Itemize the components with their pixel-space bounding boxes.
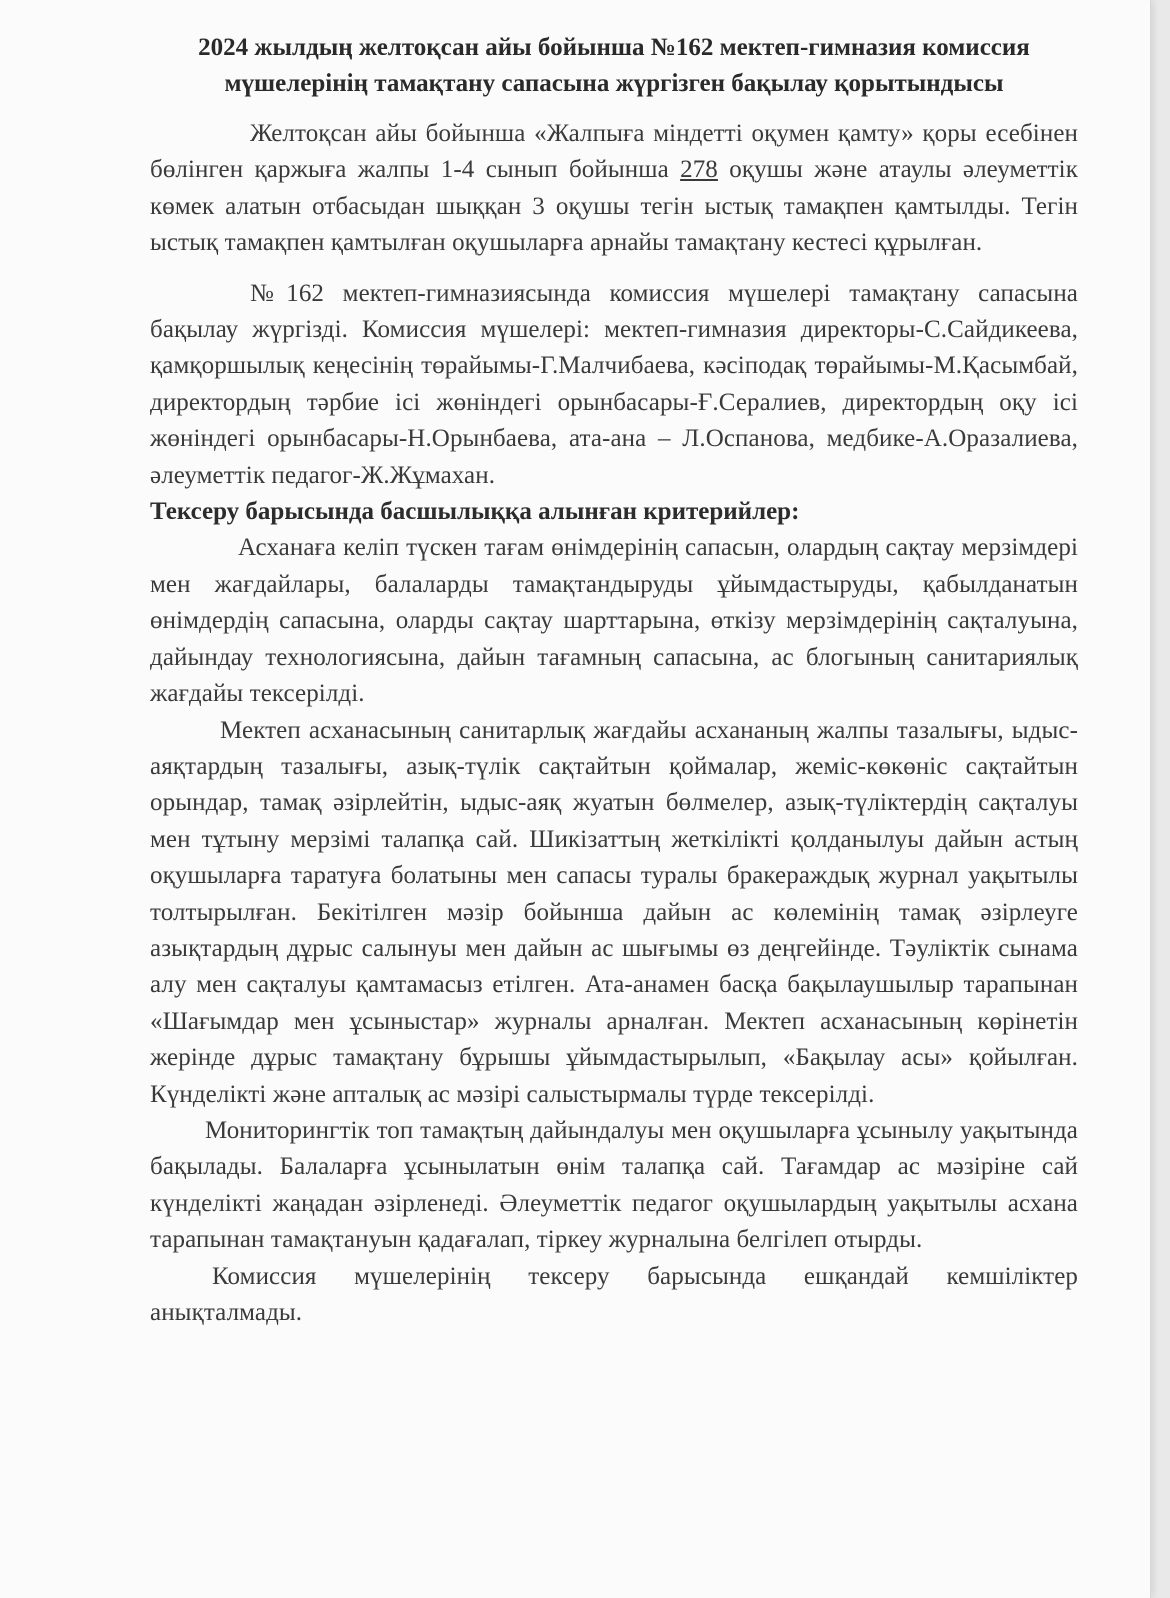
paragraph-coverage-text-a: Желтоқсан айы бойынша «Жалпыға міндетті оқумен қамту» қоры есебінен бөлінген қаржыға жалпы 1-4 сынып бойынша bbox=[150, 120, 1078, 184]
paragraph-sanitary: Мектеп асханасының санитарлық жағдайы асхананың жалпы тазалығы, ыдыс-аяқтардың тазалығы, азық-түлік сақтайтын қоймалар, жеміс-көкөніс сақтайтын орындар, тамақ әзірлейтін, ыдыс-аяқ жуатын бөлмелер, азық-түліктердің сақталуы мен тұтыну мерзімі талапқа сай. Шикізаттың жеткілікті қолданылуы дайын астың оқушыларға таратуға болатыны мен сапасы туралы бракераждық журнал уақытылы толтырылған. Бекітілген мәзір бойынша дайын ас көлемінің тамақ әзірлеуге азықтардың дұрыс салынуы мен дайын ас шығымы өз деңгейінде. Тәуліктік сынама алу мен сақталуы қамтамасыз етілген. Ата-анамен басқа бақылаушылыр тарапынан «Шағымдар мен ұсыныстар» журналы арналған. Мектеп асханасының көрінетін жерінде дұрыс тамақтану бұрышы ұйымдастырылып, «Бақылау асы» қойылған. Күнделікті және апталық ас мәзірі салыстырмалы түрде тексерілді. bbox=[150, 716, 1078, 1108]
paragraph-criteria: Асханаға келіп түскен тағам өнімдерінің сапасын, олардың сақтау мерзімдері мен жағдайлары, балаларды тамақтандыруды ұйымдастыруды, қабылданатын өнімдердің сапасына, оларды сақтау шарттарына, өткізу мерзімдерінің сақталуына, дайындау технологиясына, дайын тағамның сапасына, ас блогының санитариялық жағдайы тексерілді. bbox=[150, 534, 1078, 708]
student-count-number: 278 bbox=[680, 156, 718, 184]
title-line-2: мүшелерінің тамақтану сапасына жүргізген бақылау қорытындысы bbox=[224, 70, 1004, 97]
paragraph-monitoring: Мониторингтік топ тамақтың дайындалуы мен оқушыларға ұсынылу уақытында бақылады. Балаларға ұсынылатын өнім талапқа сай. Тағамдар ас мәзіріне сай күнделікті жаңадан әзірленеді. Әлеуметтік педагог оқушылардың уақытылы асхана тарапынан тамақтануын қадағалап, тіркеу журналына белгілеп отырды. bbox=[150, 1116, 1078, 1254]
paragraph-commission-members: №162 мектеп-гимназиясында комиссия мүшелері тамақтану сапасына бақылау жүргізді. Комиссия мүшелері: мектеп-гимназия директоры-С.Сайдикеева, қамқоршылық кеңесінің төрайымы-Г.Малчибаева, кәсіподақ төрайымы-М.Қасымбай, директордың тәрбие ісі жөніндегі орынбасары-Ғ.Сералиев, директордың оқу ісі жөніндегі орынбасары-Н.Орынбаева, ата-ана – Л.Оспанова, медбике-А.Оразалиева, әлеуметтік педагог-Ж.Жұмахан. bbox=[150, 279, 1078, 489]
paragraph-conclusion: Комиссия мүшелерінің тексеру барысында ешқандай кемшіліктер анықталмады. bbox=[150, 1262, 1078, 1326]
paragraph-coverage bbox=[150, 116, 1078, 262]
document-body bbox=[150, 30, 1078, 1331]
document-title bbox=[150, 30, 1078, 102]
title-line-1: 2024 жылдың желтоқсан айы бойынша №162 мектеп-гимназия комиссия bbox=[198, 34, 1030, 61]
paragraph-coverage-text-b: оқушы және атаулы әлеуметтік көмек алатын отбасыдан шыққан 3 оқушы тегін ыстық тамақпен қамтылды. Тегін ыстық тамақпен қамтылған оқушыларға арнайы тамақтану кестесі құрылған. bbox=[150, 156, 1078, 257]
criteria-heading: Тексеру барысында басшылыққа алынған критерийлер: bbox=[150, 498, 800, 526]
